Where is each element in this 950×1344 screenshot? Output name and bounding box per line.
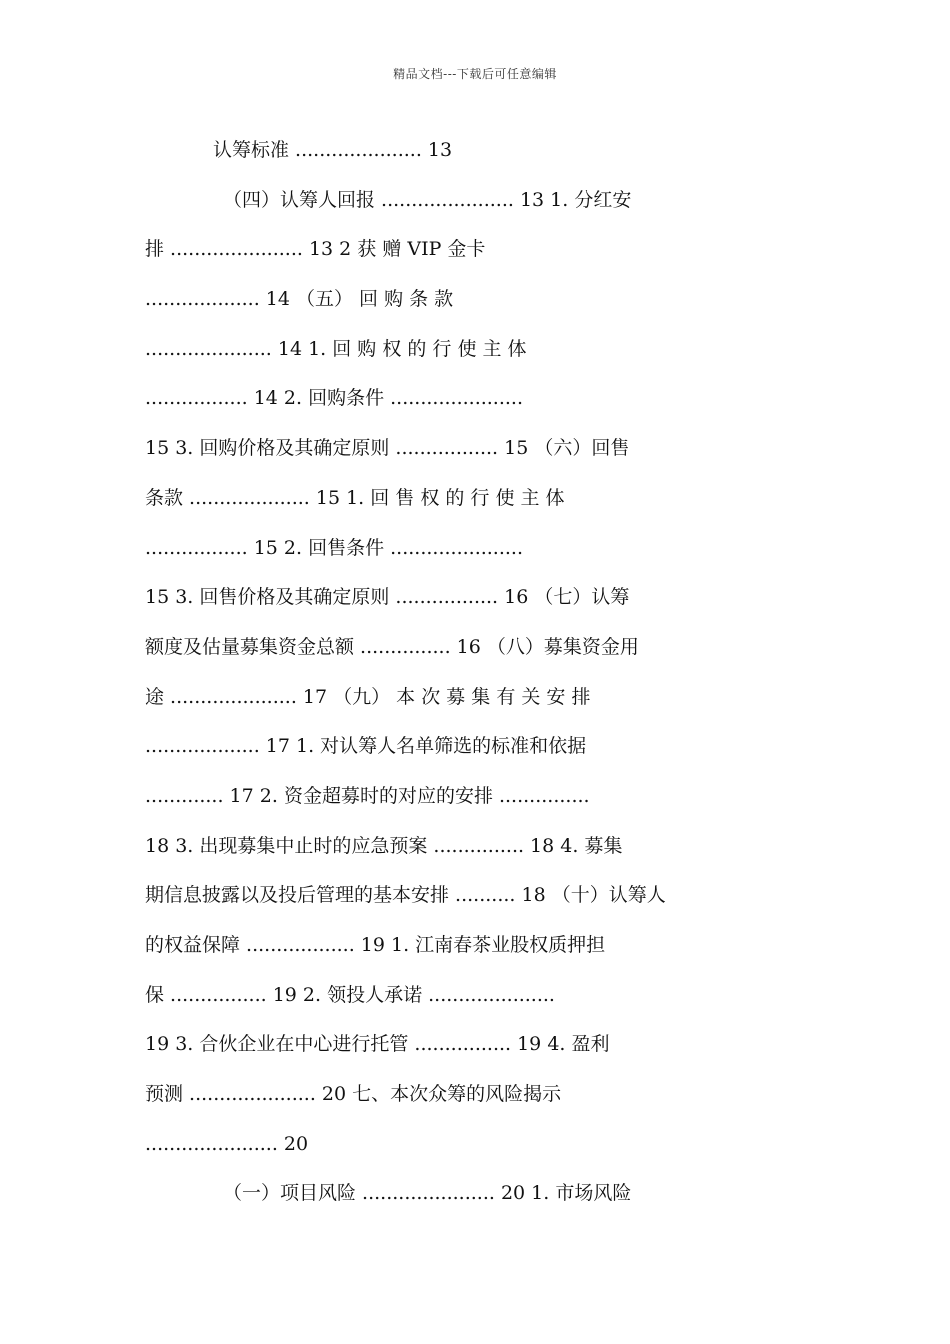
toc-line: （四）认筹人回报 ...................... 13 1. 分红安 — [223, 188, 632, 211]
toc-line: 19 3. 合伙企业在中心进行托管 ................ 19 4. 盈利 — [145, 1033, 610, 1056]
page-header: 精品文档---下载后可任意编辑 — [393, 67, 557, 81]
toc-line: 15 3. 回购价格及其确定原则 ................. 15 （六）回售 — [145, 437, 630, 460]
toc-line: （一）项目风险 ...................... 20 1. 市场风险 — [223, 1182, 632, 1205]
toc-line: 排 ...................... 13 2 获 赠 VIP 金卡 — [145, 238, 486, 261]
toc-line: ................... 14 （五） 回 购 条 款 — [145, 288, 454, 311]
toc-line: ................... 17 1. 对认筹人名单筛选的标准和依据 — [145, 735, 587, 758]
toc-line: 15 3. 回售价格及其确定原则 ................. 16 （七）认筹 — [145, 586, 630, 609]
toc-line: 期信息披露以及投后管理的基本安排 .......... 18 （十）认筹人 — [145, 884, 666, 907]
toc-line: 条款 .................... 15 1. 回 售 权 的 行 使 主 体 — [145, 486, 565, 509]
toc-line: 18 3. 出现募集中止时的应急预案 ............... 18 4. 募集 — [145, 834, 623, 857]
toc-line: 额度及估量募集资金总额 ............... 16 （八）募集资金用 — [145, 635, 639, 658]
toc-line: 的权益保障 .................. 19 1. 江南春茶业股权质押担 — [145, 934, 606, 956]
toc-line: ............. 17 2. 资金超募时的对应的安排 ............... — [145, 784, 590, 807]
toc-body — [145, 126, 805, 1219]
toc-line: ..................... 14 1. 回 购 权 的 行 使 主 体 — [145, 337, 527, 360]
toc-line: 预测 ..................... 20 七、本次众筹的风险揭示 — [145, 1083, 562, 1106]
toc-line: ................. 15 2. 回售条件 ...................... — [145, 536, 524, 559]
toc-line: 途 ..................... 17 （九） 本 次 募 集 有 关 安 排 — [145, 685, 591, 708]
toc-line: 认筹标准 ..................... 13 — [213, 139, 453, 161]
toc-line: ................. 14 2. 回购条件 ...................... — [145, 387, 524, 410]
toc-line: 保 ................ 19 2. 领投人承诺 ..................... — [145, 983, 555, 1006]
toc-line: ...................... 20 — [145, 1132, 309, 1155]
